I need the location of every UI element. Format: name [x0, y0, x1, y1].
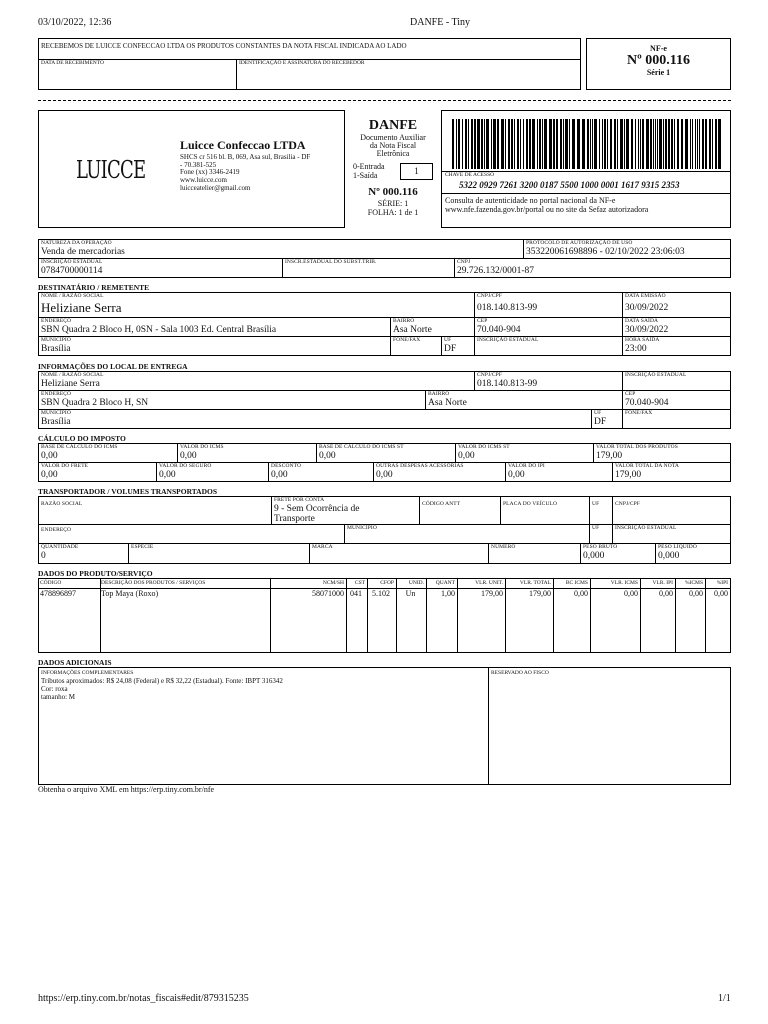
- tax-icms-st: VALOR DO ICMS ST 0,00: [455, 443, 594, 463]
- danfe-folha: FOLHA: 1 de 1: [367, 208, 419, 217]
- products-header-cell: NCM/SH: [322, 580, 344, 586]
- recipient-emission-cell: DATA EMISSÃO 30/09/2022: [622, 292, 731, 318]
- products-cell: Top Maya (Roxo): [101, 589, 159, 598]
- products-header-cell: %ICMS: [684, 580, 703, 586]
- products-cell: 041: [350, 589, 362, 598]
- delivery-phone-cell: FONE/FAX: [622, 409, 731, 429]
- products-header-cell: QUANT: [435, 580, 455, 586]
- protocol-value: 353220061698896 - 02/10/2022 23:06:03: [526, 247, 685, 257]
- tax-total-products: VALOR TOTAL DOS PRODUTOS 179,00: [593, 443, 731, 463]
- receipt-date-label: DATA DE RECEBIMENTO: [41, 60, 105, 66]
- delivery-cep-cell: CEP 70.040-904: [622, 390, 731, 410]
- transport-qty-cell: QUANTIDADE 0: [38, 543, 129, 564]
- delivery-uf-cell: UF DF: [591, 409, 623, 429]
- nature-cell: NATUREZA DA OPERAÇÃO Venda de mercadorias: [38, 239, 524, 259]
- tax-bc-icms-st: BASE DE CÁLCULO DO ICMS ST 0,00: [316, 443, 456, 463]
- tax-ipi: VALOR DO IPI 0,00: [505, 462, 613, 482]
- recipient-phone-cell: FONE/FAX: [390, 336, 442, 356]
- products-cell: 1,00: [441, 589, 455, 598]
- transport-city-cell: MUNICÍPIO: [344, 524, 590, 544]
- products-header-cell: %IPI: [716, 580, 728, 586]
- tax-discount: DESCONTO 0,00: [268, 462, 374, 482]
- access-key: 5322 0929 7261 3200 0187 5500 1000 0001 1617 9315 2353: [459, 180, 680, 190]
- danfe-entrada: 0-Entrada: [353, 162, 385, 171]
- recipient-exit-date-cell: DATA SAÍDA 30/09/2022: [622, 317, 731, 337]
- products-cell: 179,00: [529, 589, 551, 598]
- print-url: https://erp.tiny.com.br/notas_fiscais#edit/879315235: [38, 993, 249, 1004]
- additional-line3: tamanho: M: [41, 693, 76, 701]
- cnpj-cell: CNPJ 29.726.132/0001-87: [454, 258, 731, 278]
- danfe-subtitle2: da Nota Fiscal: [369, 141, 417, 150]
- products-cell: 0,00: [714, 589, 728, 598]
- recipient-district-cell: BAIRRO Asa Norte: [390, 317, 475, 337]
- recipient-address-cell: ENDEREÇO SBN Quadra 2 Bloco H, 0SN - Sala 1003 Ed. Central Brasília: [38, 317, 391, 337]
- delivery-section: INFORMAÇÕES DO LOCAL DE ENTREGA: [38, 362, 188, 371]
- access-consult2: www.nfe.fazenda.gov.br/portal ou no site da Sefaz autorizadora: [445, 205, 649, 214]
- transport-plate-cell: PLACA DO VEÍCULO: [500, 496, 590, 525]
- products-cell: 0,00: [659, 589, 673, 598]
- reserved-label: RESERVADO AO FISCO: [491, 670, 549, 676]
- delivery-address-cell: ENDEREÇO SBN Quadra 2 Bloco H, SN: [38, 390, 426, 410]
- products-header-cell: VLR. TOTAL: [519, 580, 551, 586]
- products-header-cell: CFOP: [380, 580, 394, 586]
- transport-number-cell: NÚMERO: [488, 543, 581, 564]
- tax-freight: VALOR DO FRETE 0,00: [38, 462, 157, 482]
- print-title: DANFE - Tiny: [410, 17, 471, 28]
- xml-note: Obtenha o arquivo XML em https://erp.tiny.com.br/nfe: [38, 785, 215, 794]
- issuer-name: Luicce Confeccao LTDA: [180, 138, 306, 152]
- danfe-type-box: [400, 163, 433, 180]
- transport-address-cell: ENDEREÇO: [38, 524, 345, 544]
- products-cell: Un: [405, 589, 416, 598]
- products-table: [38, 578, 731, 653]
- recipient-uf-cell: UF DF: [441, 336, 475, 356]
- receipt-text: RECEBEMOS DE LUICCE CONFECCAO LTDA OS PRODUTOS CONSTANTES DA NOTA FISCAL INDICADA AO LADO: [41, 42, 407, 50]
- issuer-address2: - 70.381-525: [180, 161, 217, 169]
- delivery-ie-cell: INSCRIÇÃO ESTADUAL: [622, 371, 731, 391]
- danfe-subtitle1: Documento Auxiliar: [360, 133, 426, 142]
- issuer-box: [38, 110, 345, 228]
- tax-total-note: VALOR TOTAL DA NOTA 179,00: [612, 462, 731, 482]
- products-header-cell: VLR. UNIT.: [475, 580, 503, 586]
- additional-line2: Cor: roxa: [41, 685, 68, 693]
- barcode-icon: [452, 119, 724, 173]
- cnpj-value: 29.726.132/0001-87: [457, 266, 535, 276]
- danfe-series: SÉRIE: 1: [377, 199, 409, 208]
- tax-section: CÁLCULO DO IMPOSTO: [38, 434, 126, 443]
- print-page: 1/1: [718, 993, 731, 1004]
- products-header-cell: CÓDIGO: [40, 580, 62, 586]
- products-cell: 179,00: [481, 589, 503, 598]
- transport-species-cell: ESPÉCIE: [128, 543, 310, 564]
- danfe-block: [345, 110, 441, 228]
- products-cell: 58071000: [312, 589, 344, 598]
- products-cell: 5.102: [372, 589, 390, 598]
- transport-name-cell: RAZÃO SOCIAL: [38, 496, 272, 525]
- products-header-cell: CST: [354, 580, 365, 586]
- transport-cnpj-cell: CNPJ/CPF: [612, 496, 731, 525]
- access-key-label: CHAVE DE ACESSO: [445, 172, 495, 178]
- products-cell: 478896897: [40, 589, 76, 598]
- recipient-name: Heliziane Serra: [41, 300, 122, 315]
- access-box: [441, 110, 731, 228]
- danfe-title: DANFE: [368, 118, 418, 133]
- print-datetime: 03/10/2022, 12:36: [38, 17, 112, 28]
- recipient-name-cell: NOME / RAZÃO SOCIAL Heliziane Serra: [38, 292, 475, 318]
- products-header-cell: BC ICMS: [565, 580, 588, 586]
- danfe-number: Nº 000.116: [368, 186, 418, 198]
- delivery-name-cell: NOME / RAZÃO SOCIAL Heliziane Serra: [38, 371, 475, 391]
- receipt-sign-label: IDENTIFICAÇÃO E ASSINATURA DO RECEBEDOR: [239, 60, 365, 66]
- danfe-type-value: 1: [414, 166, 419, 176]
- recipient-cnpj-cell: CNPJ/CPF 018.140.813-99: [474, 292, 623, 318]
- danfe-saida: 1-Saída: [353, 171, 378, 180]
- issuer-site: www.luicce.com: [180, 176, 227, 184]
- products-header-cell: DESCRIÇÃO DOS PRODUTOS / SERVIÇOS: [101, 580, 206, 586]
- transport-uf2-cell: UF: [589, 524, 613, 544]
- transport-uf-cell: UF: [589, 496, 613, 525]
- transport-net-cell: PESO LÍQUIDO 0,000: [655, 543, 731, 564]
- delivery-city-cell: MUNICÍPIO Brasília: [38, 409, 592, 429]
- danfe-subtitle3: Eletrônica: [376, 149, 410, 158]
- ie-value: 0784700000114: [41, 266, 103, 276]
- access-consult1: Consulta de autenticidade no portal nacional da NF-e: [445, 196, 616, 205]
- transport-gross-cell: PESO BRUTO 0,000: [580, 543, 656, 564]
- tax-insurance: VALOR DO SEGURO 0,00: [156, 462, 269, 482]
- products-header-cell: VLR. IPI: [652, 580, 673, 586]
- receipt-box: [38, 38, 581, 90]
- products-cell: 0,00: [689, 589, 703, 598]
- delivery-district-cell: BAIRRO Asa Norte: [425, 390, 623, 410]
- receipt-nfe-label: NF-e: [650, 44, 667, 53]
- products-header-cell: UNID.: [408, 580, 424, 586]
- products-cell: 0,00: [574, 589, 588, 598]
- receipt-nfe-box: [586, 38, 731, 90]
- transport-ie-cell: INSCRIÇÃO ESTADUAL: [612, 524, 731, 544]
- receipt-number: Nº 000.116: [627, 53, 690, 68]
- issuer-phone: Fone (xx) 3346-2419: [180, 168, 240, 176]
- recipient-ie-cell: INSCRIÇÃO ESTADUAL: [474, 336, 623, 356]
- transport-antt-cell: CÓDIGO ANTT: [419, 496, 501, 525]
- transport-brand-cell: MARCA: [309, 543, 489, 564]
- recipient-exit-time-cell: HORA SAÍDA 23:00: [622, 336, 731, 356]
- tax-bc-icms: BASE DE CÁLCULO DO ICMS 0,00: [38, 443, 178, 463]
- recipient-cep-cell: CEP 70.040-904: [474, 317, 623, 337]
- delivery-cnpj-cell: CNPJ/CPF 018.140.813-99: [474, 371, 623, 391]
- issuer-logo: LUICCE: [76, 156, 146, 184]
- products-cell: 0,00: [624, 589, 638, 598]
- protocol-cell: PROTOCOLO DE AUTORIZAÇÃO DE USO 353220061698896 - 02/10/2022 23:06:03: [523, 239, 731, 259]
- products-header-cell: VLR. ICMS: [610, 580, 638, 586]
- tax-icms: VALOR DO ICMS 0,00: [177, 443, 317, 463]
- issuer-email: luicceatelier@gmail.com: [180, 184, 251, 192]
- ie-cell: INSCRIÇÃO ESTADUAL 0784700000114: [38, 258, 283, 278]
- transport-section: TRANSPORTADOR / VOLUMES TRANSPORTADOS: [38, 487, 218, 496]
- receipt-series: Série 1: [646, 68, 671, 77]
- recipient-section: DESTINATÁRIO / REMETENTE: [38, 283, 150, 292]
- tax-other: OUTRAS DESPESAS ACESSÓRIAS 0,00: [373, 462, 506, 482]
- additional-box: [38, 667, 731, 785]
- issuer-address1: SHCS cr 516 bl. B, 069, Asa sul, Brasilia - DF: [180, 153, 311, 161]
- recipient-city-cell: MUNICÍPIO Brasília: [38, 336, 391, 356]
- cut-line: [38, 100, 731, 101]
- products-section: DADOS DO PRODUTO/SERVIÇO: [38, 569, 153, 578]
- nature-value: Venda de mercadorias: [41, 247, 125, 257]
- transport-freight-cell: FRETE POR CONTA 9 - Sem Ocorrência de Transporte: [271, 496, 420, 525]
- additional-section: DADOS ADICIONAIS: [38, 658, 112, 667]
- additional-line1: Tributos aproximados: R$ 24,08 (Federal) e R$ 32,22 (Estadual). Fonte: IBPT 316342: [41, 677, 283, 685]
- additional-info-label: INFORMAÇÕES COMPLEMENTARES: [41, 670, 134, 676]
- ie-st-cell: INSCR.ESTADUAL DO SUBST.TRIB.: [282, 258, 455, 278]
